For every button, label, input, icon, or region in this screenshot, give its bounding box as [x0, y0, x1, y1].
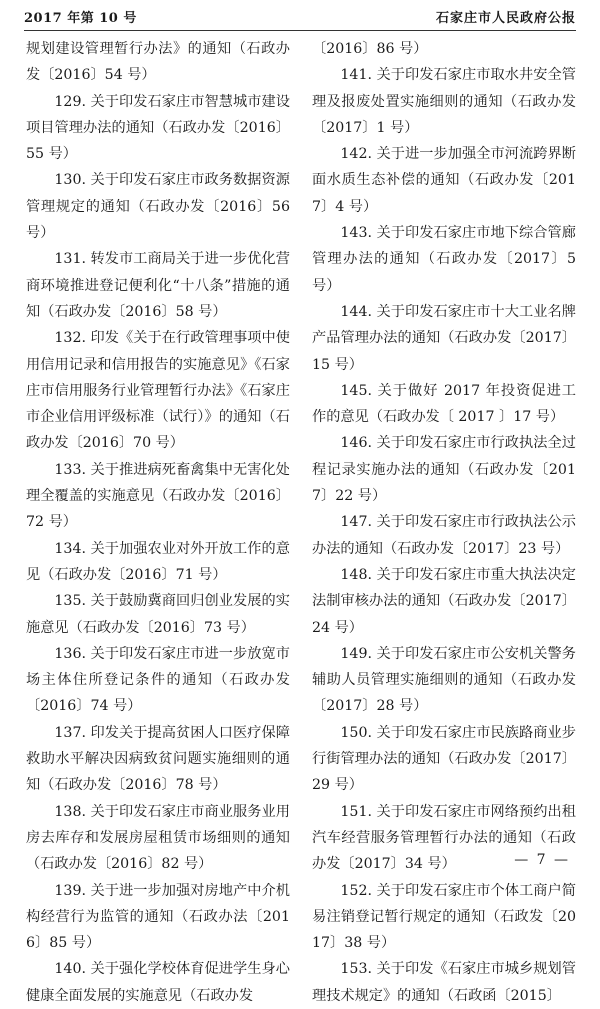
list-item: 129. 关于印发石家庄市智慧城市建设项目管理办法的通知（石政办发〔2016〕55 号） [26, 93, 290, 163]
list-item: 140. 关于强化学校体育促进学生身心健康全面发展的实施意见（石政办发 [26, 961, 290, 1004]
continuation-text: 〔2016〕86 号） [312, 41, 428, 57]
list-item: 149. 关于印发石家庄市公安机关警务辅助人员管理实施细则的通知（石政办发〔2017〕28 号） [312, 645, 576, 715]
list-item: 151. 关于印发石家庄市网络预约出租汽车经营服务管理暂行办法的通知（石政办发〔2017〕34 号） [312, 803, 576, 873]
right-column [312, 36, 576, 1004]
list-item: 134. 关于加强农业对外开放工作的意见（石政办发〔2016〕71 号） [26, 540, 290, 583]
list-item: 152. 关于印发石家庄市个体工商户简易注销登记暂行规定的通知（石政发〔2017〕38 号） [312, 882, 576, 952]
list-item: 142. 关于进一步加强全市河流跨界断面水质生态补偿的通知（石政办发〔2017〕4 号） [312, 146, 576, 215]
page-number: — 7 — [514, 852, 570, 868]
list-item: 143. 关于印发石家庄市地下综合管廊管理办法的通知（石政办发〔2017〕5 号） [312, 225, 576, 294]
list-item: 138. 关于印发石家庄市商业服务业用房去库存和发展房屋租赁市场细则的通知（石政办发〔2016〕82 号） [26, 803, 290, 873]
left-column [26, 36, 290, 1004]
list-item: 135. 关于鼓励冀商回归创业发展的实施意见（石政办发〔2016〕73 号） [26, 593, 290, 636]
list-item: 153. 关于印发《石家庄市城乡规划管理技术规定》的通知（石政函〔2015〕 [312, 961, 576, 1004]
list-item: 147. 关于印发石家庄市行政执法公示办法的通知（石政办发〔2017〕23 号） [312, 514, 576, 557]
list-item: 148. 关于印发石家庄市重大执法决定法制审核办法的通知（石政办发〔2017〕24 号） [312, 566, 576, 636]
list-item: 131. 转发市工商局关于进一步优化营商环境推进登记便利化“十八条”措施的通知（石政办发〔2016〕58 号） [26, 251, 290, 320]
list-item: 141. 关于印发石家庄市取水井安全管理及报废处置实施细则的通知（石政办发〔2017〕1 号） [312, 67, 576, 136]
list-item: 145. 关于做好 2017 年投资促进工作的意见（石政办发〔 2017 〕17 号） [312, 382, 576, 426]
list-item: 150. 关于印发石家庄市民族路商业步行街管理办法的通知（石政办发〔2017〕29 号） [312, 724, 576, 794]
list-item: 132. 印发《关于在行政管理事项中使用信用记录和信用报告的实施意见》《石家庄市信用服务行业管理暂行办法》《石家庄市企业信用评级标准（试行）》的通知（石政办发〔2016〕70 号） [26, 330, 290, 452]
list-item: 144. 关于印发石家庄市十大工业名牌产品管理办法的通知（石政办发〔2017〕15 号） [312, 303, 576, 373]
continuation-text: 规划建设管理暂行办法》的通知（石政办发〔2016〕54 号） [26, 41, 290, 84]
list-item: 133. 关于推进病死畜禽集中无害化处理全覆盖的实施意见（石政办发〔2016〕72 号） [26, 461, 290, 531]
journal-title: 石家庄市人民政府公报 [435, 11, 576, 26]
list-item: 136. 关于印发石家庄市进一步放宽市场主体住所登记条件的通知（石政办发〔2016〕74 号） [26, 645, 290, 715]
list-item: 146. 关于印发石家庄市行政执法全过程记录实施办法的通知（石政办发〔2017〕22 号） [312, 435, 576, 505]
document-columns [26, 36, 576, 1004]
page-header [24, 0, 576, 31]
list-item: 130. 关于印发石家庄市政务数据资源管理规定的通知（石政办发〔2016〕56 号） [26, 172, 290, 242]
list-item: 137. 印发关于提高贫困人口医疗保障救助水平解决因病致贫问题实施细则的通知（石政办发〔2016〕78 号） [26, 724, 290, 794]
list-item: 139. 关于进一步加强对房地产中介机构经营行为监管的通知（石政办法〔2016〕85 号） [26, 882, 290, 952]
issue-label: 2017 年第 10 号 [24, 11, 137, 26]
